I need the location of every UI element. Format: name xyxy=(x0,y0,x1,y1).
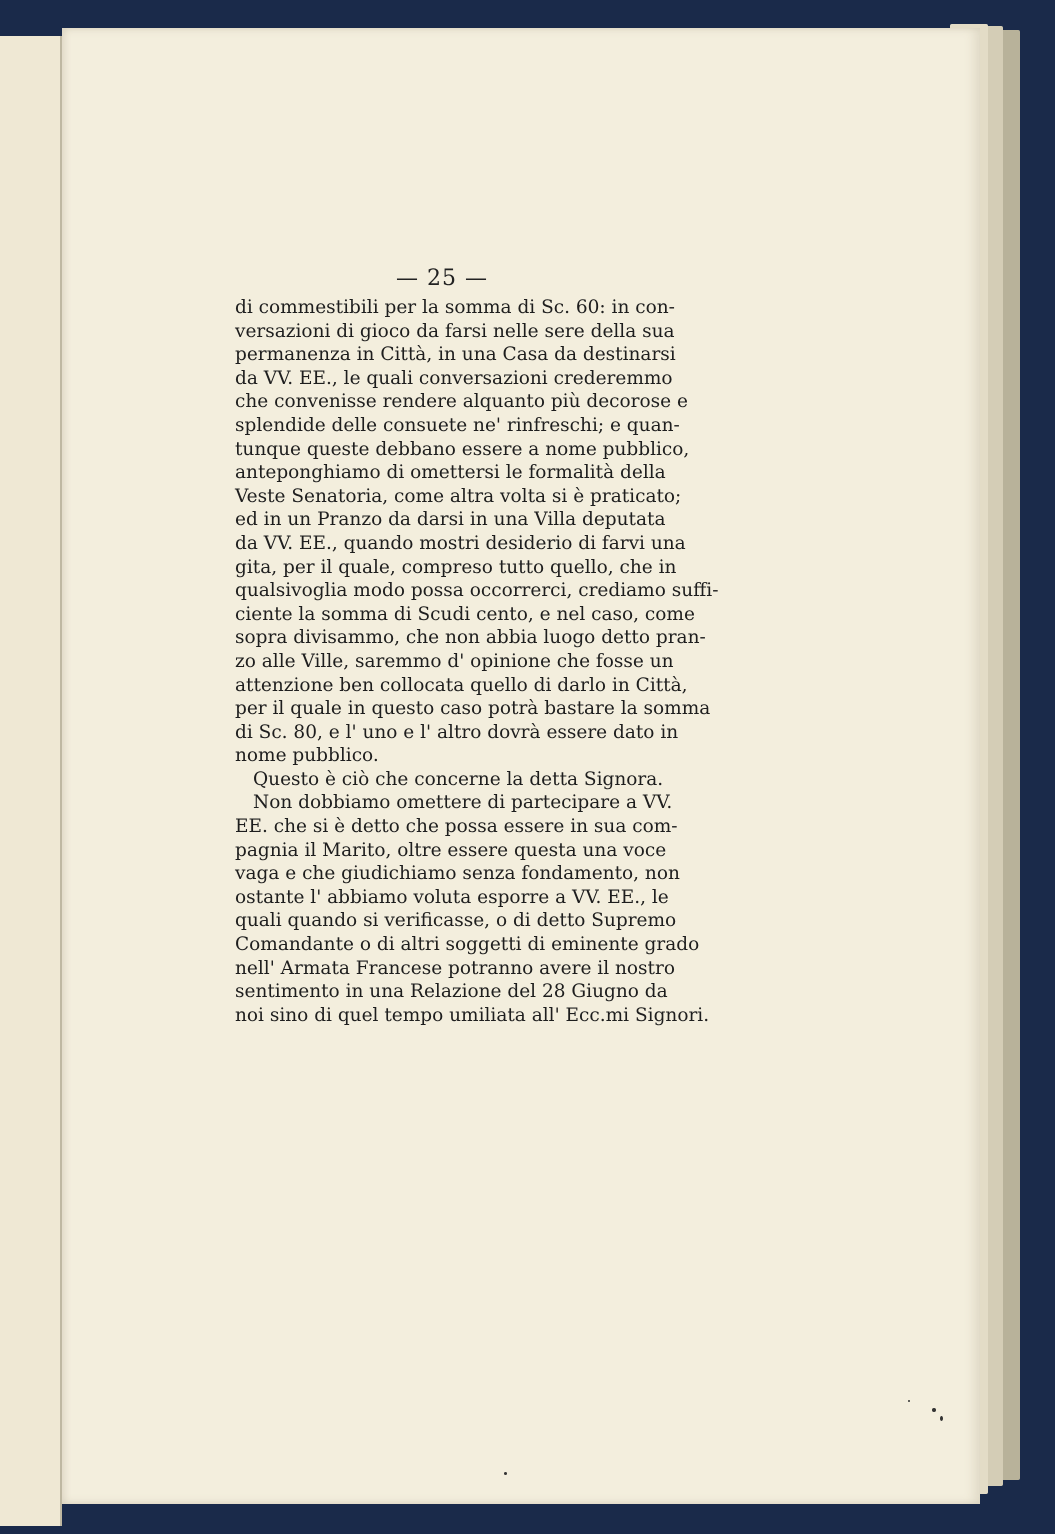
paper-speck xyxy=(940,1416,943,1421)
paper-speck xyxy=(932,1408,936,1412)
text-line: da VV. EE., quando mostri desiderio di farvi una xyxy=(235,532,686,554)
book-page xyxy=(62,28,980,1504)
text-line: Veste Senatoria, come altra volta si è praticato; xyxy=(235,485,682,507)
text-line: ed in un Pranzo da darsi in una Villa deputata xyxy=(235,509,666,531)
text-line: attenzione ben collocata quello di darlo in Città, xyxy=(235,674,688,696)
text-line: gita, per il quale, compreso tutto quello, che in xyxy=(235,556,677,578)
text-line: tunque queste debbano essere a nome pubblico, xyxy=(235,438,690,460)
text-line: qualsivoglia modo possa occorrerci, crediamo suffi- xyxy=(235,580,719,602)
text-line: di Sc. 80, e l' uno e l' altro dovrà essere dato in xyxy=(235,721,679,743)
text-line: Non dobbiamo omettere di partecipare a VV. xyxy=(253,792,673,814)
text-line: permanenza in Città, in una Casa da destinarsi xyxy=(235,344,676,366)
paper-speck xyxy=(504,1472,507,1475)
text-line: noi sino di quel tempo umiliata all' Ecc.mi Signori. xyxy=(235,1004,710,1026)
facing-page-sliver xyxy=(0,36,62,1526)
text-line: anteponghiamo di omettersi le formalità della xyxy=(235,462,666,484)
text-line: ostante l' abbiamo voluta esporre a VV. EE., le xyxy=(235,886,669,908)
text-line: zo alle Ville, saremmo d' opinione che fosse un xyxy=(235,650,674,672)
text-line: versazioni di gioco da farsi nelle sere della sua xyxy=(235,320,675,342)
text-line: sentimento in una Relazione del 28 Giugno da xyxy=(235,981,668,1003)
text-line: per il quale in questo caso potrà bastare la somma xyxy=(235,698,711,720)
text-line: nome pubblico. xyxy=(235,745,379,767)
body-text xyxy=(235,296,719,1027)
paper-speck xyxy=(908,1400,910,1402)
text-line: Comandante o di altri soggetti di eminente grado xyxy=(235,934,700,956)
text-line: nell' Armata Francese potranno avere il nostro xyxy=(235,957,675,979)
text-line: vaga e che giudichiamo senza fondamento, non xyxy=(235,863,680,885)
text-line: pagnia il Marito, oltre essere questa una voce xyxy=(235,839,667,861)
text-line: splendide delle consuete ne' rinfreschi; e quan- xyxy=(235,414,680,436)
text-line: sopra divisammo, che non abbia luogo detto pran- xyxy=(235,627,706,649)
page-number: — 25 — xyxy=(396,266,488,291)
text-line: EE. che si è detto che possa essere in sua com- xyxy=(235,816,678,838)
text-line: da VV. EE., le quali conversazioni crederemmo xyxy=(235,367,673,389)
text-line: che convenisse rendere alquanto più decorose e xyxy=(235,391,688,413)
text-line: ciente la somma di Scudi cento, e nel caso, come xyxy=(235,603,695,625)
text-line: di commestibili per la somma di Sc. 60: in con- xyxy=(235,297,675,318)
text-line: quali quando si verificasse, o di detto Supremo xyxy=(235,910,677,932)
text-line: Questo è ciò che concerne la detta Signora. xyxy=(253,768,664,790)
